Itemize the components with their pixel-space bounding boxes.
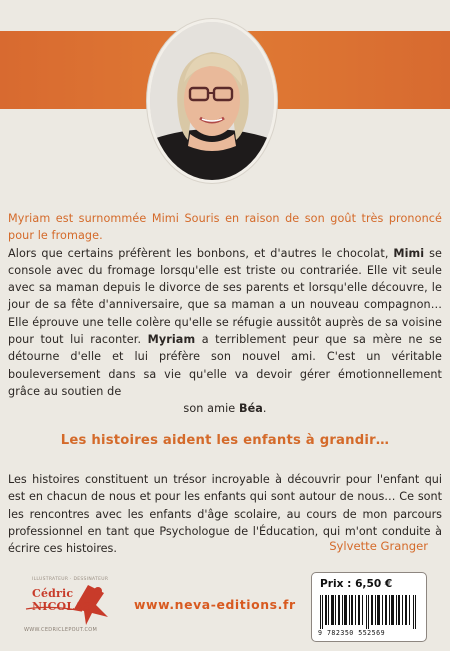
logo-tagline: ILLUSTRATEUR · DESSINATEUR (32, 577, 109, 582)
summary-name-bea: Béa (238, 402, 263, 416)
book-summary (8, 210, 442, 418)
summary-body (8, 245, 442, 401)
summary-text-4: son amie (183, 402, 239, 416)
isbn-number: 9 782350 552569 (318, 629, 386, 637)
illustrator-logo (12, 575, 124, 635)
summary-text-3: a terriblement peur que sa mère ne se détourne d'elle et lui préfère son nouvel ami. C'est un véritable bouleversement dans sa vie qu'elle va devoir gérer émotionnellement grâce au soutien de (8, 333, 442, 398)
author-signature: Sylvette Granger (329, 539, 428, 553)
author-note: Les histoires constituent un trésor incroyable à découvrir pour l'enfant qui est en chacun de nous et pour les enfants qui sont autour de nous… Ce sont les rencontres avec les enfants d'âge scolaire, au cours de mon parcours professionnel en tant que Psychologue de l'Éducation, qui m'ont conduite à écrire ces histoires. (8, 473, 442, 556)
price-barcode-box (311, 572, 427, 642)
summary-last-line (8, 400, 442, 417)
summary-text-5: . (262, 402, 267, 416)
slogan: Les histoires aident les enfants à grandir… (60, 433, 390, 448)
price-label: Prix : 6,50 € (320, 578, 393, 590)
summary-name-mimi: Mimi (393, 246, 425, 260)
logo-brand: Cédric NICOLAS (32, 587, 92, 613)
author-portrait (147, 19, 277, 183)
summary-name-myriam: Myriam (147, 333, 196, 347)
logo-url: WWW.CEDRICLEPOUT.COM (24, 627, 98, 633)
summary-text-1: Alors que certains préfèrent les bonbons, et d'autres le chocolat, (8, 246, 394, 260)
barcode-icon (320, 595, 418, 629)
summary-lead: Myriam est surnommée Mimi Souris en raison de son goût très prononcé pour le fromage. (8, 212, 442, 243)
summary-text-2: se console avec du fromage lorsqu'elle est triste ou contrariée. Elle vit seule avec sa maman depuis le divorce de ses parents et lorsqu'elle découvre, le jour de sa fête d'anniversaire, que sa maman a un nouveau compagnon… Elle éprouve une telle colère qu'elle se réfugie aussitôt auprès de sa voisine pour tout lui raconter. (8, 246, 442, 347)
publisher-website[interactable]: www.neva-editions.fr (134, 597, 296, 612)
